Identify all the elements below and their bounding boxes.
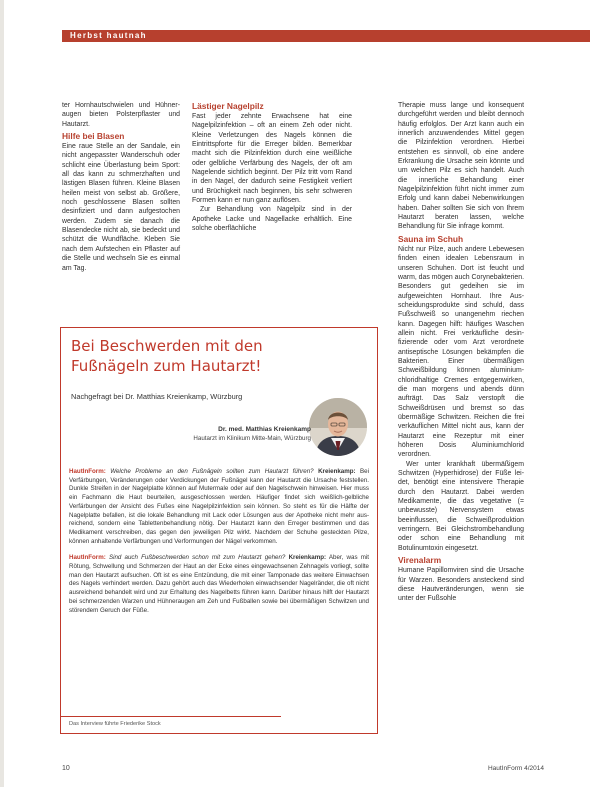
question-1-text: Welche Probleme an den Fußnägeln sollten zum Hautarzt führen? <box>110 468 314 475</box>
article-column-3 <box>398 101 524 604</box>
question-1-label: HautInForm: <box>69 468 106 475</box>
interview-exchange-2 <box>69 554 369 615</box>
heading-virenalarm: Virenalarm <box>398 555 442 566</box>
footer-divider <box>61 716 281 717</box>
column1-body: Eine raue Stelle an der Sandale, ein nicht angepasster Wanderschuh oder schlicht eine Überlastung beim Sport: all das kann zu schmerzhaften und lästigen Blasen führen. Kleine Blasen heilen meist von selbst ab. Größere, noch geschlossene Blasen sollten desinfiziert und dann aufgestochen werden. Zudem sie danach die Blasendecke nicht ab, sie bedeckt und schützt die Wundfläche. Kleben Sie nach dem Aufstechen ein Pflaster auf die Stelle und wechseln Sie es einmal am Tag. <box>62 143 180 272</box>
doctor-name: Dr. med. Matthias Kreienkamp <box>218 426 311 433</box>
heading-sauna: Sauna im Schuh <box>398 233 464 244</box>
question-2-text: Sind auch Fußbeschwerden schon mit zum Hautarzt gehen? <box>108 554 286 562</box>
question-2-label: HautInForm: <box>69 554 106 562</box>
column2-paragraph-2: Zur Behandlung von Nagelpilz sind in der Apotheke Lacke und Nagellacke erhältlich. Eine solche oberflächliche <box>192 206 352 233</box>
column3-intro: Therapie muss lange und konsequent durchgeführt werden und bleibt dennoch häufig erfolglos. Der Arzt kann auch ein innerlich anzuwendendes Mittel gegen die Pilzinfektion verordnen. Hierbei entstehen es sinnvoll, ob eine andere Erkrankung die Ursache sein könnte und um welchen Pilz es sich handelt. Auch die innerliche Behandlung einer Nagelpilzinfektion führt nicht immer zum Erfolg und kann dabei Nebenwirkungen haben. Daher sollten Sie sich von Ihrem Hautarzt beraten lassen, welche Behandlung für Sie infrage kommt. <box>398 102 524 231</box>
answer-1-text: Bei Verfärbungen, Veränderungen oder Verdickungen der Fußnägel kann der Hautarzt die Ursache feststellen. Dunkle Streifen in der Nagelplatte können auf Mutermale oder auf den Nagelschwein hinweisen. Hier muss ein Fachmann die Haut beurteilen, ausgeschlossen werden. Häufiger findet sich weißlich-gelbliche Verfärbungen der Ansicht des Fußes eine Nagelpilzinfektion sein können. So steht es für die Hälfte der Nagelplatte befallen, ist die lokale Behandlung mit Lack oder Lösungen aus der Apotheke nicht mehr ausreichend, sondern eine Tablettenbehandlung nötig. Der Hautarzt kann den Erreger bestimmen und das Medikament verschreiben, das gegen den jeweiligen Pilz wirkt. Nachdem der Schuhe gesteckten Pilze, können anhaltende Verfärbungen und Verformungen der Nägel verkommen. <box>69 468 369 545</box>
issue-label: HautInForm 4/2014 <box>487 765 544 772</box>
section-header-bar <box>62 30 590 42</box>
column2-paragraph-1: Fast jeder zehnte Erwachsene hat eine Nagelpilzinfektion – oft an einem Zeh oder nicht. Kleine Verletzungen des Nagels können die Eintrittspforte für die Erreger bilden. Bemerkbar macht sich die Pilzinfektion durch eine weißliche oder gelbliche Verfärbung des Nagels, der oft am Nagelende sichtlich beginnt. Der Pilz tritt vom Rand in den Nagel, der dadurch seine Festigkeit verliert und Brüchigkeit nach beginnen, bis sehr schweren Formen kann er nun ganz auflösen. <box>192 113 352 205</box>
interview-credit: Das Interview führte Friederike Stock <box>69 721 161 727</box>
answer-1-label: Kreienkamp: <box>318 468 356 475</box>
heading-blasen: Hilfe bei Blasen <box>62 131 125 142</box>
page-edge <box>0 0 4 787</box>
column1-intro: ter Hornhautschwielen und Hühneraugen bieten Polsterpflaster und Hautarzt. <box>62 102 180 128</box>
interview-exchange-1 <box>69 468 369 546</box>
heading-nagelpilz: Lästiger Nagelpilz <box>192 101 264 111</box>
column3-sauna-body-2: Wer unter krankhaft übermäßigem Schwitzen (Hyperhidrose) der Füße leidet, benötigt eine intensivere Therapie durch den Hautarzt. Dabei werden Medikamente, die das vegetative (= unbewusste) Nervensystem etwas beeinflussen, die Schweißproduktion verringern. Bei Gleichstrombehandlung oder schon eine Behandlung mit Botulinumtoxin eingesetzt. <box>398 460 524 552</box>
doctor-role: Hautarzt im Klinikum Mitte-Main, Würzburg <box>193 435 311 442</box>
interview-subtitle: Nachgefragt bei Dr. Matthias Kreienkamp, Würzburg <box>71 392 243 401</box>
section-header-label: Herbst hautnah <box>70 31 147 40</box>
interview-box <box>60 327 378 734</box>
article-column-1 <box>62 101 180 273</box>
interview-body <box>69 468 369 623</box>
page-number: 10 <box>62 765 70 772</box>
doctor-portrait <box>309 398 367 456</box>
column3-sauna-body: Nicht nur Pilze, auch andere Lebewesen finden einen idealen Lebensraum in unseren Schuhen. Dort ist feucht und warm, das mögen auch Corynebakterien. Besonders gut gedeihen sie im aufgeweichten Hornhaut. Ihre Ausscheidungsprodukte sind schuld, dass Fußschweiß so unangenehm riechen kann. Dagegen hilft: häufiges Waschen allein nicht. Frei verkäufliche desinfizierende oder vom Arzt verordnete antiseptische Lösungen bekämpfen die Bakterien. Einer übermäßigen Schweißbildung können aluminiumchloridhaltige Cremes entgegenwirken, die man morgens und abends dünn aufträgt. Das Salz verstopft die Schweißdrüsen und bremst so das übermäßige Schwitzen. Reichen die frei verkäuflichen Mittel nicht aus, kann der Hautarzt eine Rezeptur mit einer höheren Dosis Aluminiumchlorid verordnen. <box>398 245 525 459</box>
answer-2-text: Aber, was mit Rötung, Schwellung und Schmerzen der Haut an der Ecke eines eingewachsenen Zehnagels vorliegt, sollte man den Hautarzt aufsuchen. Oft ist es eine Entzündung, die mit einer Tamponade das weitere Einwachsen des Nagels verhindert werden. Dazu gehört auch das Wiederholen einwachsender Nagelränder, die oft nicht ausreichend behandelt wird und zur Erhaltung des Nagelbetts führen kann. Darüber hinaus hilft der Hautarzt bei schmerzenden Warzen und Hühneraugen am Zeh und Fußballen sowie bei übermäßigen Schwitzen und störendem Geruch der Füße. <box>69 554 369 614</box>
answer-2-label: Kreienkamp: <box>288 554 327 562</box>
column3-viren-body: Humane Papillomviren sind die Ursache für Warzen. Besonders ansteckend sind diese Hautveränderungen, wenn sie unter der Fußsohle <box>398 567 524 603</box>
interview-title: Bei Beschwerden mit den Fußnägeln zum Hautarzt! <box>71 337 263 375</box>
article-column-2 <box>192 101 352 233</box>
